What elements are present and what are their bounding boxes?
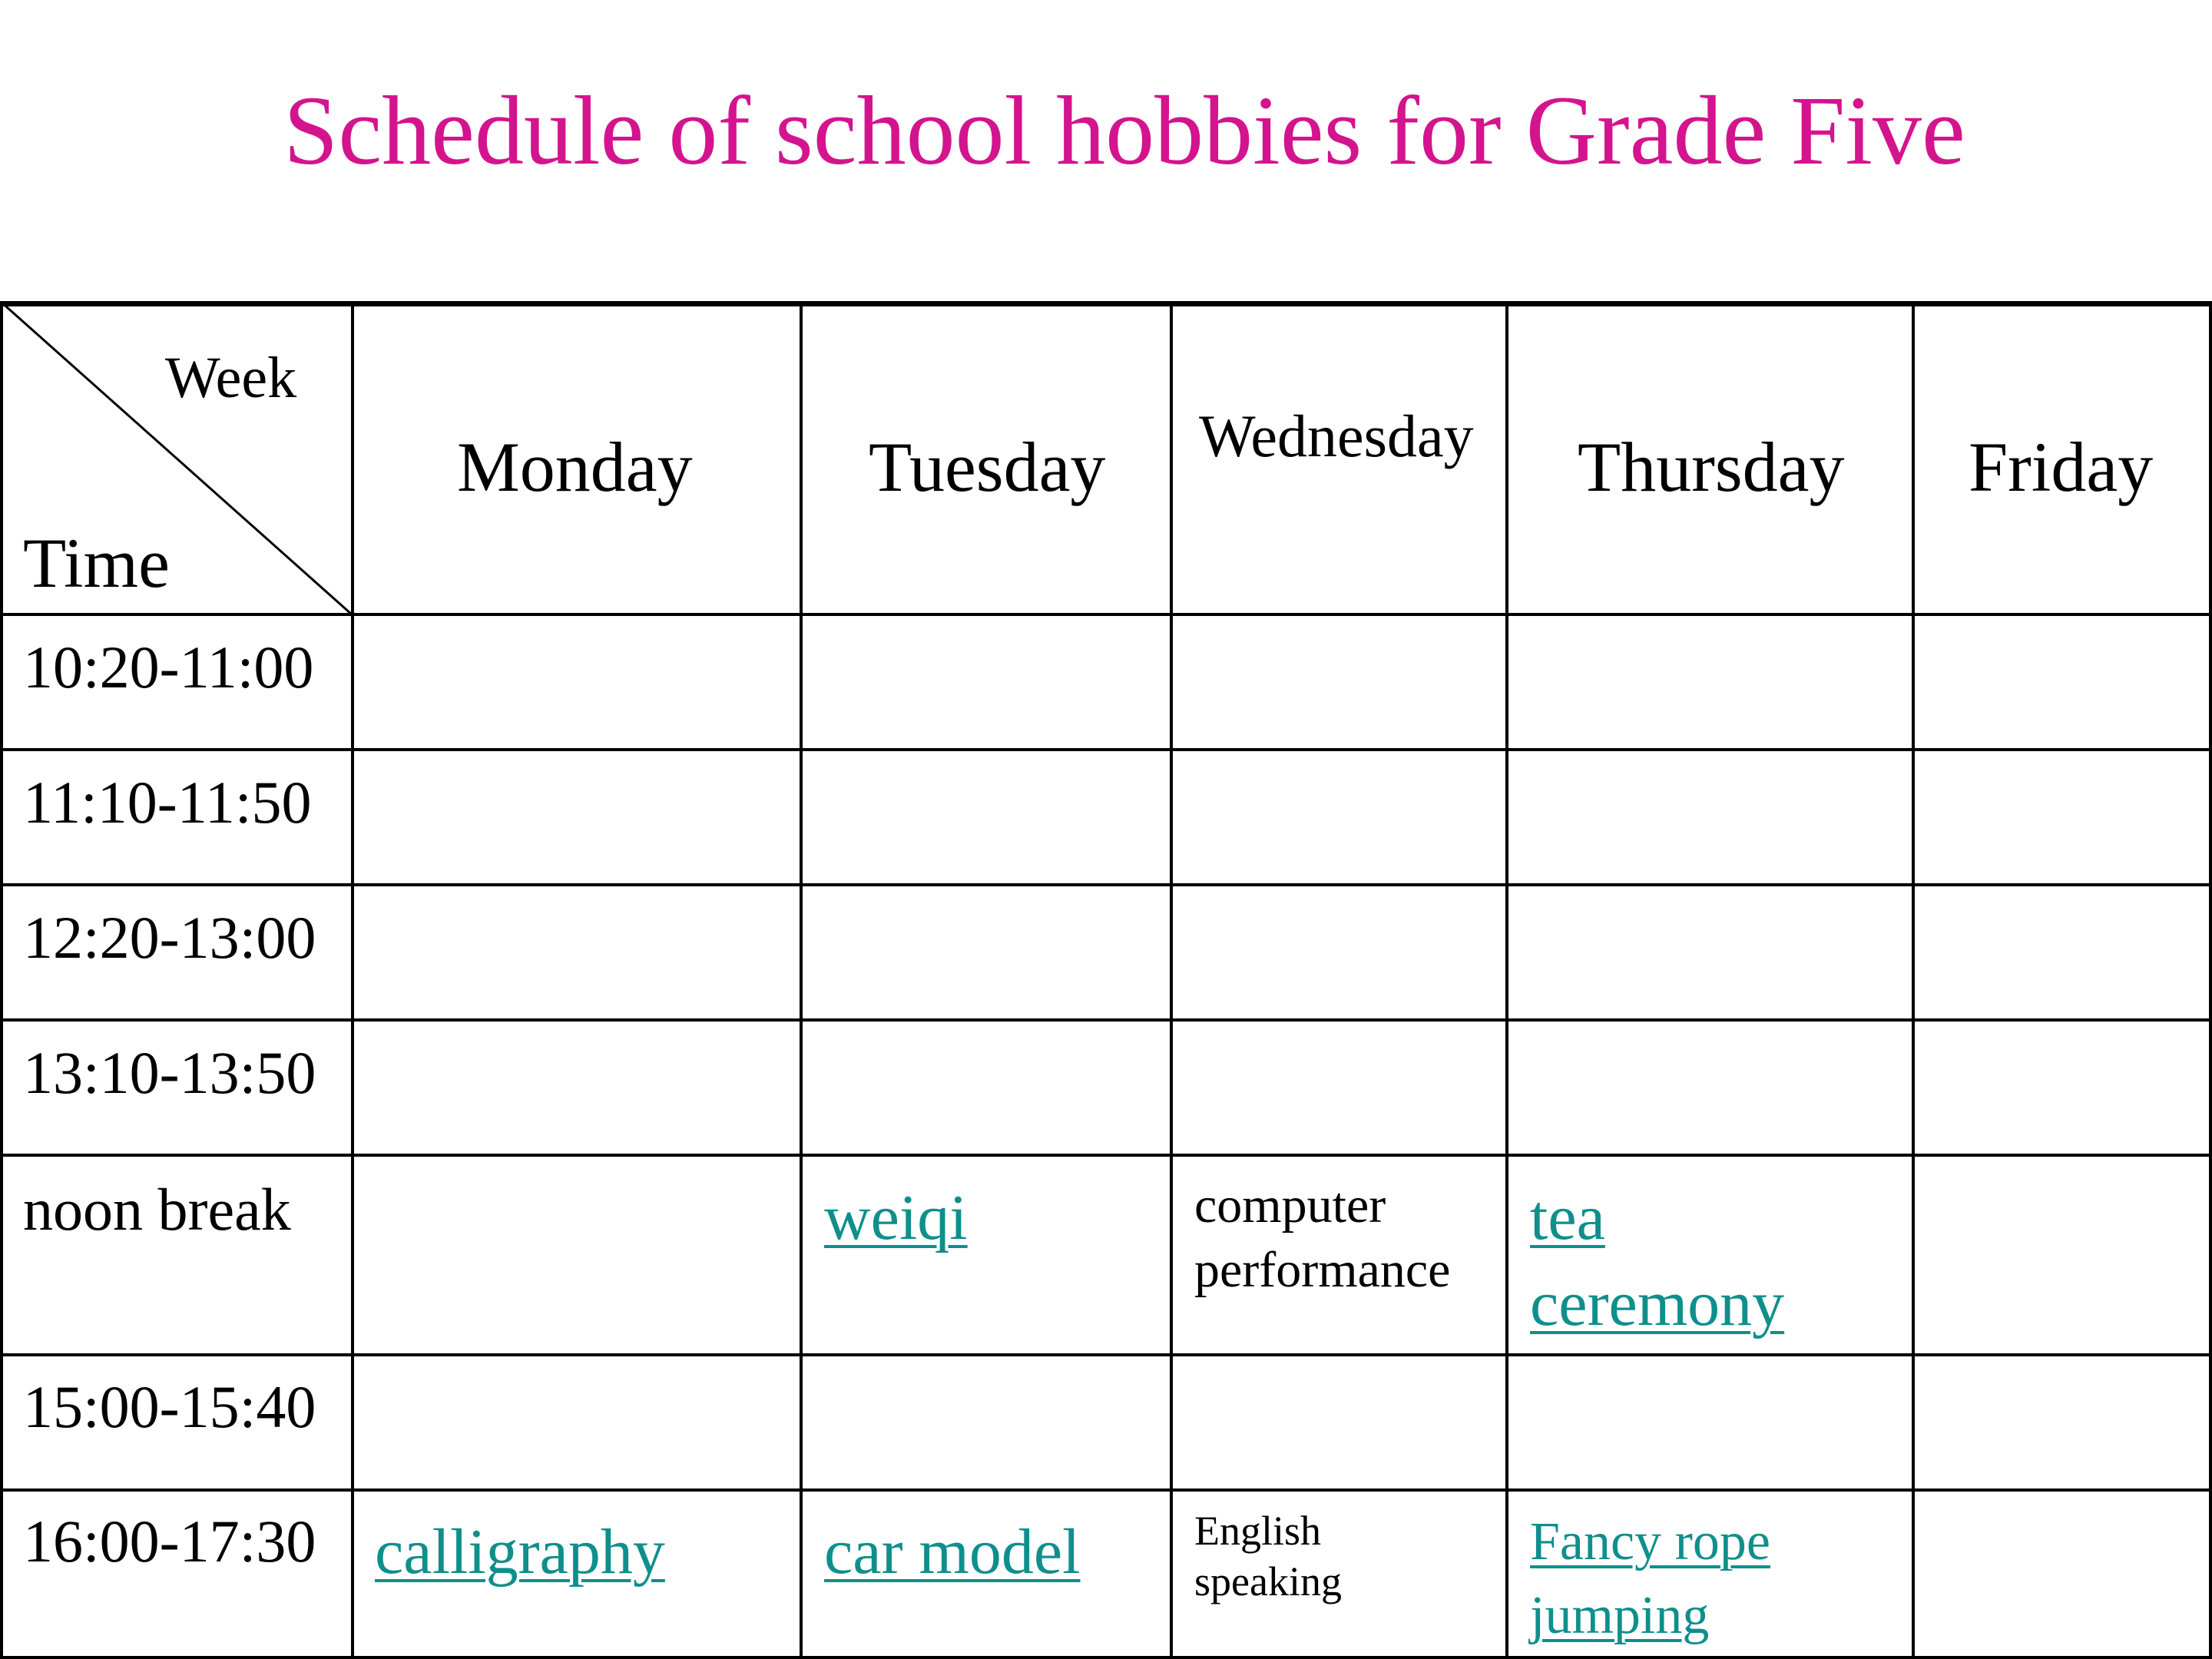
column-divider — [800, 301, 803, 1659]
day-thursday: Thursday — [1578, 428, 1845, 506]
activity-car-model-link[interactable]: car model — [824, 1516, 1081, 1588]
time-slot: noon break — [23, 1176, 291, 1243]
day-monday: Monday — [457, 428, 693, 506]
row-divider — [0, 1018, 2212, 1022]
time-slot: 13:10-13:50 — [23, 1039, 316, 1106]
row-divider — [0, 1353, 2212, 1356]
row-divider — [0, 1488, 2212, 1492]
time-slot: 12:20-13:00 — [23, 904, 316, 971]
page-title: Schedule of school hobbies for Grade Five — [283, 76, 1965, 185]
row-divider — [0, 748, 2212, 751]
activity-fancy-rope-jumping-link[interactable]: Fancy rope jumping — [1530, 1512, 1770, 1645]
table-bottom-border — [0, 1656, 2212, 1659]
row-divider — [0, 883, 2212, 886]
time-slot: 15:00-15:40 — [23, 1373, 316, 1440]
day-tuesday: Tuesday — [869, 428, 1106, 506]
column-divider — [2209, 301, 2212, 1659]
activity-weiqi-link[interactable]: weiqi — [824, 1182, 968, 1253]
day-friday: Friday — [1969, 428, 2154, 506]
row-divider — [0, 1154, 2212, 1157]
time-slot: 11:10-11:50 — [23, 769, 312, 836]
activity-computer-performance: computer performance — [1194, 1177, 1451, 1298]
activity-tea-ceremony-link[interactable]: tea ceremony — [1530, 1182, 1785, 1339]
activity-english-speaking: English speaking — [1194, 1508, 1342, 1604]
column-divider — [1912, 301, 1915, 1659]
corner-week-label: Week — [165, 346, 297, 410]
column-divider — [1505, 301, 1508, 1659]
column-divider — [1170, 301, 1173, 1659]
day-wednesday: Wednesday — [1199, 402, 1474, 469]
time-slot: 10:20-11:00 — [23, 634, 314, 700]
activity-calligraphy-link[interactable]: calligraphy — [375, 1516, 665, 1588]
time-slot: 16:00-17:30 — [23, 1508, 316, 1575]
corner-time-label: Time — [23, 524, 170, 602]
